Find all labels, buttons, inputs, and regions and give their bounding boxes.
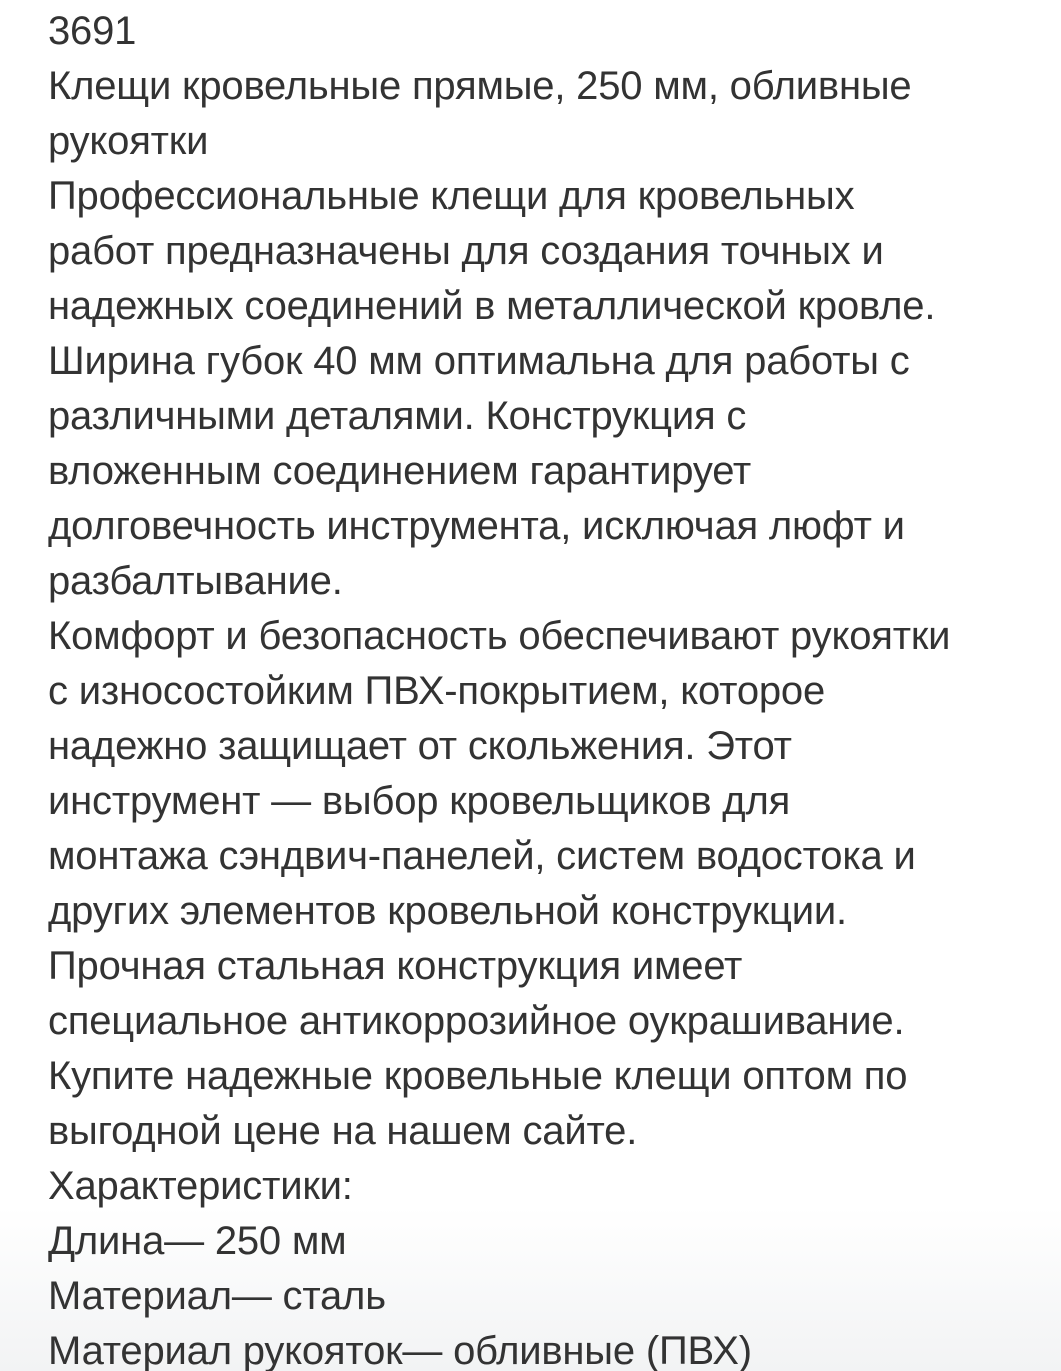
description-line: надежных соединений в металлической кровле. [48, 284, 936, 328]
specs-heading-line: Характеристики: [48, 1164, 353, 1208]
description-line: Профессиональные клещи для кровельных [48, 174, 855, 218]
description-line: вложенным соединением гарантирует [48, 449, 752, 493]
description-line: разбалтывание. [48, 559, 343, 603]
description-line: работ предназначены для создания точных и [48, 229, 884, 273]
description-line: Комфорт и безопасность обеспечивают рукоятки [48, 614, 951, 658]
description-line: Ширина губок 40 мм оптимальна для работы с [48, 339, 910, 383]
description-line: выгодной цене на нашем сайте. [48, 1109, 638, 1153]
description-line: Прочная стальная конструкция имеет [48, 944, 743, 988]
description-line: надежно защищает от скольжения. Этот [48, 724, 792, 768]
sku-line: 3691 [48, 9, 137, 53]
description-line: долговечность инструмента, исключая люфт и [48, 504, 905, 548]
spec-line-handle-material: Материал рукояток— обливные (ПВХ) [48, 1329, 752, 1371]
description-line: специальное антикоррозийное оукрашивание. [48, 999, 905, 1043]
description-line: с износостойким ПВХ-покрытием, которое [48, 669, 826, 713]
description-line: инструмент — выбор кровельщиков для [48, 779, 791, 823]
spec-line-length: Длина— 250 мм [48, 1219, 347, 1263]
description-line: различными деталями. Конструкция с [48, 394, 747, 438]
spec-line-material: Материал— сталь [48, 1274, 386, 1318]
description-line: других элементов кровельной конструкции. [48, 889, 847, 933]
description-line: Купите надежные кровельные клещи оптом по [48, 1054, 908, 1098]
title-line: рукоятки [48, 119, 209, 163]
description-line: монтажа сэндвич-панелей, систем водостока и [48, 834, 916, 878]
title-line: Клещи кровельные прямые, 250 мм, обливные [48, 64, 912, 108]
